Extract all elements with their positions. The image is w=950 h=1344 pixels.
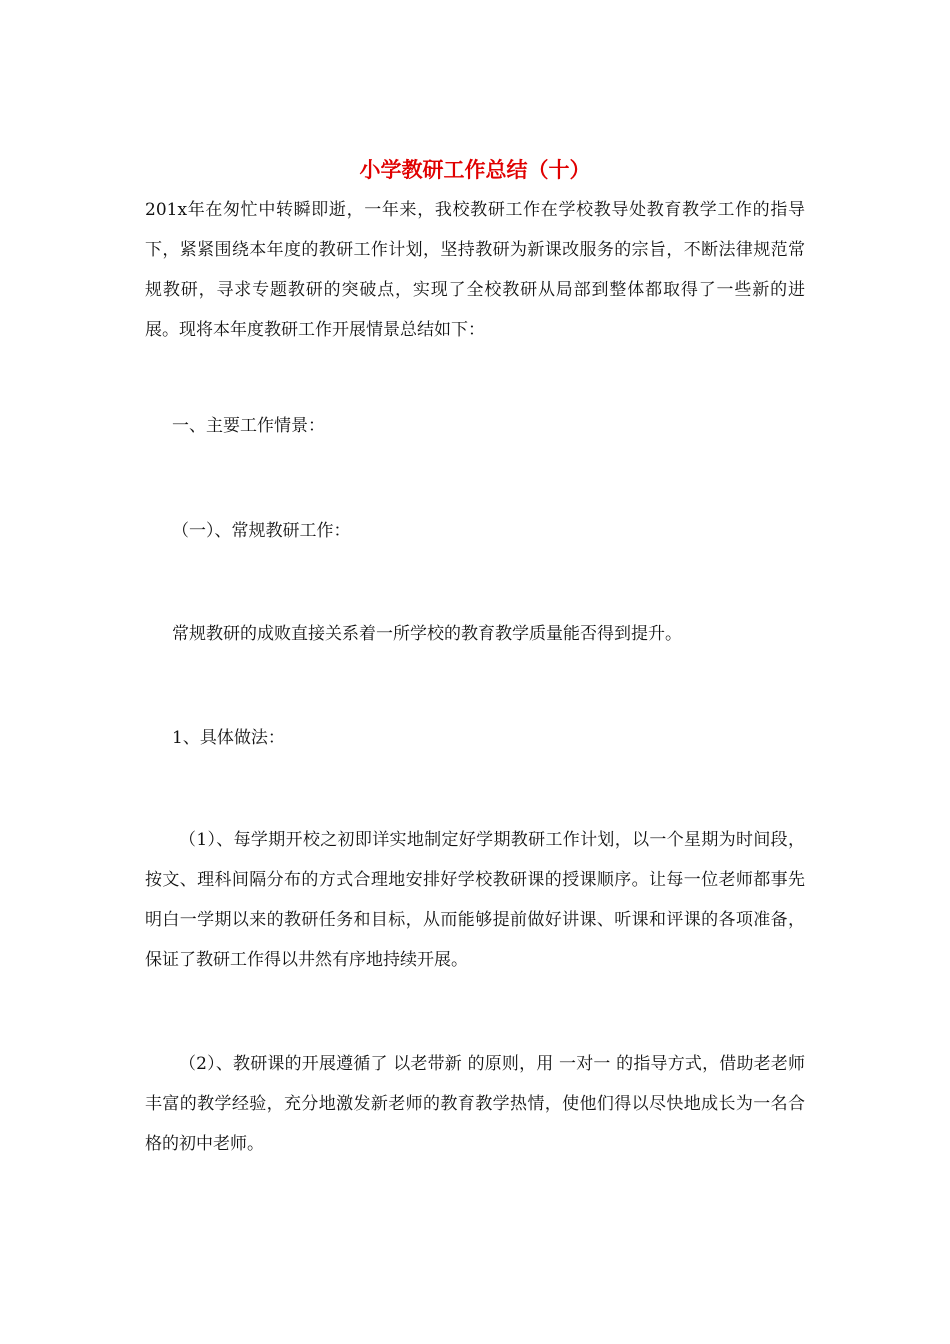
document-title: 小学教研工作总结（十）	[359, 157, 591, 182]
point-paragraph-2: （2）、教研课的开展遵循了 以老带新 的原则，用 一对一 的指导方式，借助老老师丰富的教学经验，充分地激发新老师的教育教学热情，使他们得以尽快地成长为一名合格的初中老师。	[145, 1054, 805, 1154]
subsection-heading: （一）、常规教研工作：	[172, 521, 351, 541]
subsection-paragraph: 常规教研的成败直接关系着一所学校的教育教学质量能否得到提升。	[172, 624, 682, 644]
intro-paragraph: 201x年在匆忙中转瞬即逝，一年来，我校教研工作在学校教导处教育教学工作的指导下，紧紧围绕本年度的教研工作计划，坚持教研为新课改服务的宗旨，不断法律规范常规教研，寻求专题教研的突破点，实现了全校教研从局部到整体都取得了一些新的进展。现将本年度教研工作开展情景总结如下：	[145, 200, 805, 340]
point-paragraph-1: （1）、每学期开校之初即详实地制定好学期教研工作计划，以一个星期为时间段，按文、理科间隔分布的方式合理地安排好学校教研课的授课顺序。让每一位老师都事先明白一学期以来的教研任务和目标，从而能够提前做好讲课、听课和评课的各项准备，保证了教研工作得以井然有序地持续开展。	[145, 830, 805, 970]
section-heading: 一、主要工作情景：	[172, 416, 325, 436]
item-heading: 1、具体做法：	[172, 728, 285, 748]
